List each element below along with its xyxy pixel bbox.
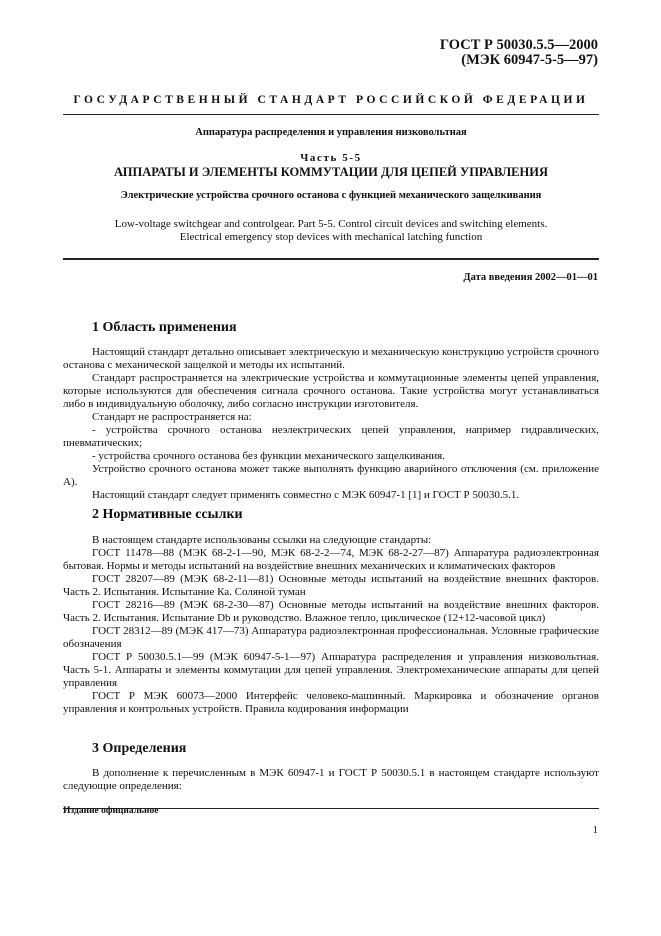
section-2-reference: ГОСТ Р МЭК 60073—2000 Интерфейс человеко-машинный. Маркировка и обозначение органов управления и контрольных устройств. Правила кодирования информации [63,690,599,715]
section-2-reference: ГОСТ Р 50030.5.1—99 (МЭК 60947-5-1—97) Аппаратура распределения и управления низковольтная. Часть 5-1. Аппараты и элементы коммутации для цепей управления. Электромеханические аппараты для цепей управления [63,651,599,689]
standard-part-label: Часть 5-5 [300,152,362,164]
section-2-body [63,534,599,716]
section-2-reference: ГОСТ 11478—88 (МЭК 68-2-1—90, МЭК 68-2-2—74, МЭК 68-2-27—87) Аппаратура радиоэлектронная бытовая. Нормы и методы испытаний на воздействие внешних механических и климатических факторов [63,547,599,572]
standard-code [440,38,598,68]
standard-main-title: АППАРАТЫ И ЭЛЕМЕНТЫ КОММУТАЦИИ ДЛЯ ЦЕПЕЙ УПРАВЛЕНИЯ [114,165,548,179]
standard-code-line2: (МЭК 60947-5-5—97) [461,52,598,68]
english-title-line2: Electrical emergency stop devices with mechanical latching function [179,231,483,243]
section-3-paragraph: В дополнение к перечисленным в МЭК 60947-1 и ГОСТ Р 50030.5.1 в настоящем стандарте используют следующие определения: [63,767,599,792]
introduction-date: Дата введения 2002—01—01 [463,272,598,283]
section-3-heading: 3 Определения [92,741,187,756]
standard-group-title: Аппаратура распределения и управления низковольтная [195,127,467,138]
section-2-reference: ГОСТ 28207—89 (МЭК 68-2-11—81) Основные методы испытаний на воздействие внешних факторов. Часть 2. Испытания. Испытание Ка. Соляной туман [63,573,599,598]
section-2-paragraph: В настоящем стандарте использованы ссылки на следующие стандарты: [92,534,432,546]
standard-subtitle: Электрические устройства срочного останова с функцией механического защелкивания [120,190,542,201]
section-2-reference: ГОСТ 28216—89 (МЭК 68-2-30—87) Основные методы испытаний на воздействие внешних факторов. Часть 2. Испытания. Испытание Db и руководство. Влажное тепло, циклическое (12+12-часовой цикл) [63,599,599,624]
section-1-paragraph: Настоящий стандарт детально описывает электрическую и механическую конструкцию устройств срочного останова с механической защелкой и методы их испытаний. [63,346,599,371]
section-1-list-item: - устройства срочного останова неэлектрических цепей управления, например гидравлических, пневматических; [63,424,599,449]
top-divider [63,114,599,115]
state-standard-banner: ГОСУДАРСТВЕННЫЙ СТАНДАРТ РОССИЙСКОЙ ФЕДЕРАЦИИ [73,94,589,106]
section-1-paragraph: Настоящий стандарт следует применять совместно с МЭК 60947-1 [1] и ГОСТ Р 50030.5.1. [92,489,520,501]
section-2-heading: 2 Нормативные ссылки [92,507,243,522]
english-title-line1: Low-voltage switchgear and controlgear. Part 5-5. Control circuit devices and switching elements. [114,218,548,230]
title-divider [63,258,599,260]
section-1-paragraph: Стандарт распространяется на электрические устройства и коммутационные элементы цепей управления, которые используются для обеспечения сигнала срочного останова. Такие устройства могут устанавливаться либо в индивидуальную оболочку, либо согласно инструкции изготовителя. [63,372,599,410]
section-1-paragraph: Стандарт не распространяется на: [92,411,252,423]
section-1-list-item: - устройства срочного останова без функции механического защелкивания. [92,450,445,462]
section-1-body [63,346,599,502]
section-1-heading: 1 Область применения [92,320,237,335]
section-2-reference: ГОСТ 28312—89 (МЭК 417—73) Аппаратура радиоэлектронная профессиональная. Условные графические обозначения [63,625,599,650]
section-3-body [63,767,599,793]
standard-code-line1: ГОСТ Р 50030.5.5—2000 [439,37,598,53]
official-edition-label: Издание официальное [63,806,159,816]
page-number: 1 [592,824,598,836]
section-1-paragraph: Устройство срочного останова может также выполнять функцию аварийного отключения (см. приложение А). [63,463,599,488]
